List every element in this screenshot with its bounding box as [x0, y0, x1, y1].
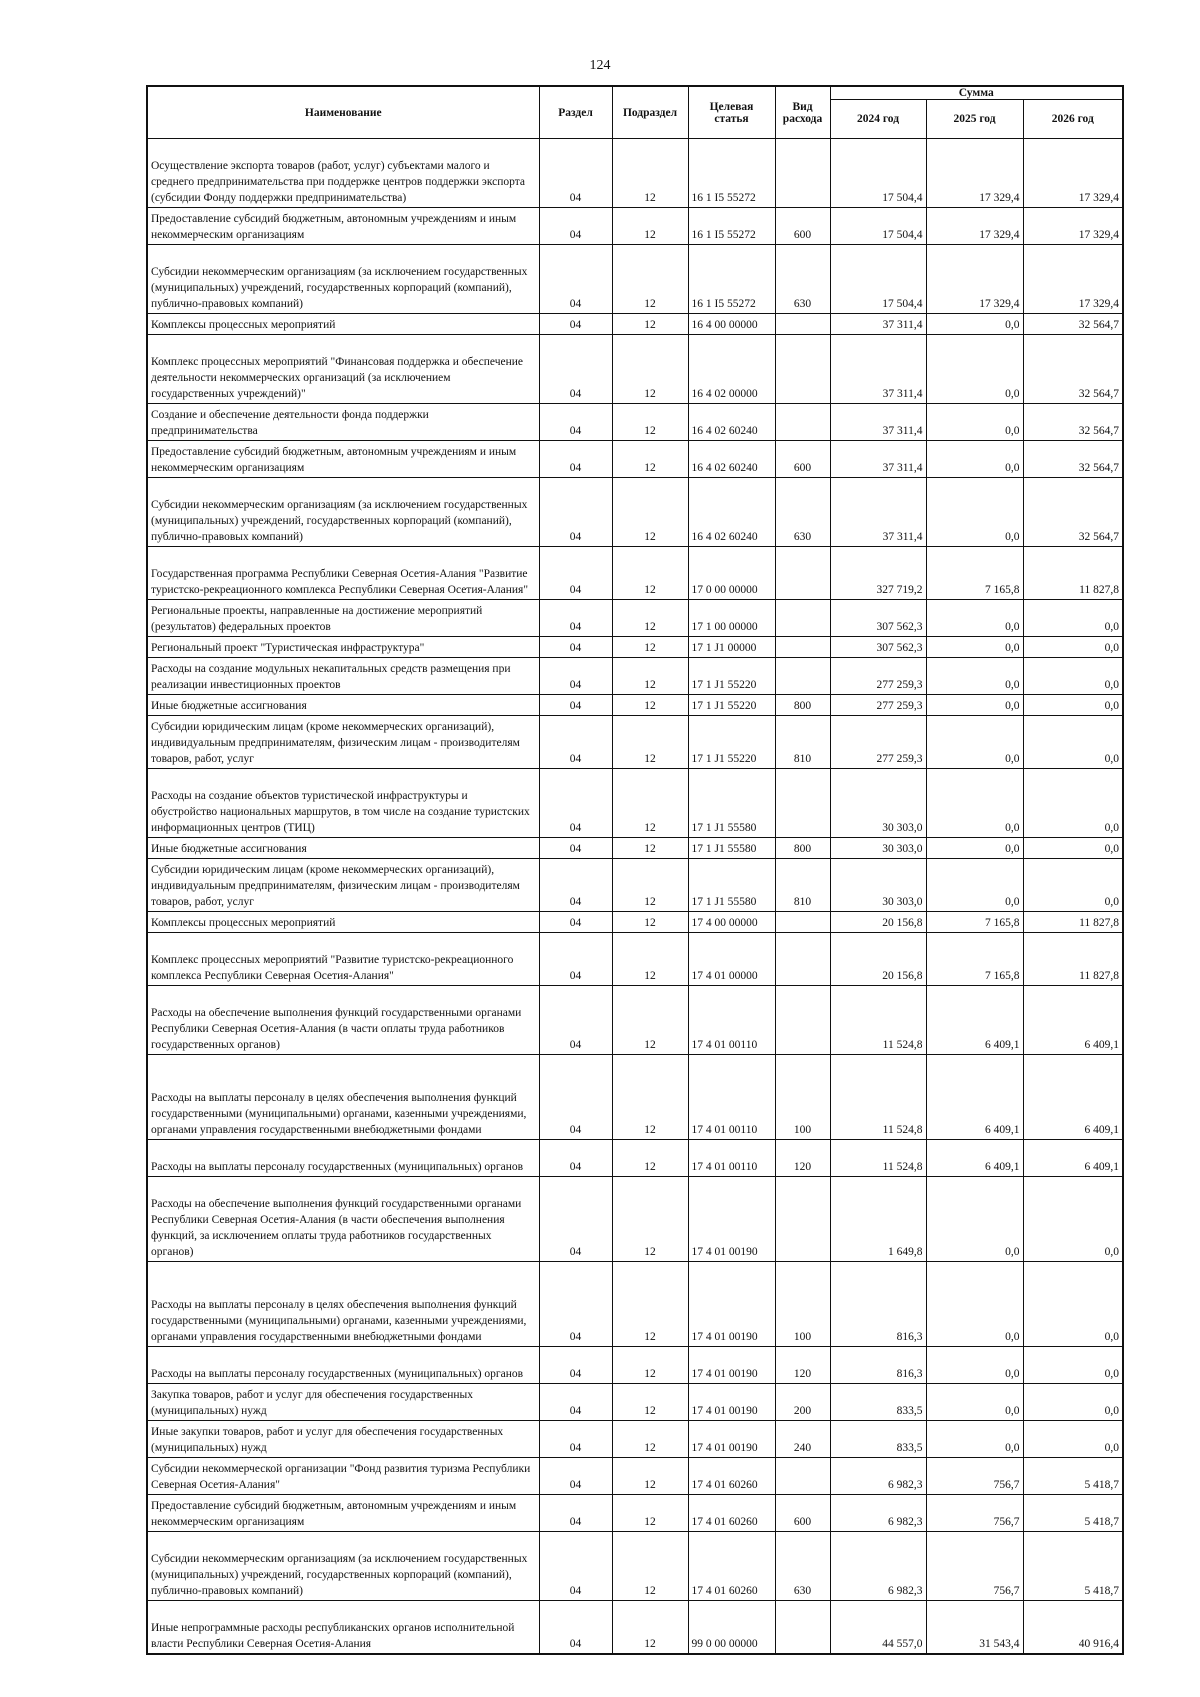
cell-celevaya-statya: 17 4 01 00190: [688, 1421, 775, 1458]
cell-podrazdel: 12: [612, 404, 688, 441]
cell-amount-2026: 6 409,1: [1023, 1055, 1123, 1140]
cell-vid-raskhoda: 800: [775, 695, 830, 716]
cell-celevaya-statya: 16 4 02 60240: [688, 441, 775, 478]
cell-celevaya-statya: 16 1 I5 55272: [688, 208, 775, 245]
cell-razdel: 04: [539, 986, 612, 1055]
cell-vid-raskhoda: [775, 314, 830, 335]
cell-amount-2025: 0,0: [926, 716, 1023, 769]
cell-amount-2025: 6 409,1: [926, 1055, 1023, 1140]
cell-vid-raskhoda: 630: [775, 478, 830, 547]
cell-celevaya-statya: 17 1 00 00000: [688, 600, 775, 637]
cell-celevaya-statya: 17 0 00 00000: [688, 547, 775, 600]
cell-razdel: 04: [539, 139, 612, 208]
cell-amount-2025: 0,0: [926, 314, 1023, 335]
header-name: Наименование: [147, 86, 539, 139]
cell-amount-2026: 32 564,7: [1023, 441, 1123, 478]
cell-amount-2024: 20 156,8: [830, 933, 926, 986]
table-row: [147, 1601, 1123, 1655]
cell-vid-raskhoda: 120: [775, 1347, 830, 1384]
cell-amount-2024: 17 504,4: [830, 245, 926, 314]
table-row: [147, 1055, 1123, 1140]
cell-podrazdel: 12: [612, 912, 688, 933]
table-row: [147, 1495, 1123, 1532]
cell-razdel: 04: [539, 208, 612, 245]
cell-amount-2026: 0,0: [1023, 1177, 1123, 1262]
cell-vid-raskhoda: [775, 404, 830, 441]
cell-podrazdel: 12: [612, 695, 688, 716]
table-row: [147, 547, 1123, 600]
cell-razdel: 04: [539, 1055, 612, 1140]
cell-amount-2024: 17 504,4: [830, 208, 926, 245]
cell-amount-2026: 17 329,4: [1023, 208, 1123, 245]
cell-name: Предоставление субсидий бюджетным, автономным учреждениям и иным некоммерческим организациям: [147, 1495, 539, 1532]
cell-name: Расходы на выплаты персоналу в целях обеспечения выполнения функций государственными (муниципальными) органами, казенными учреждениями, органами управления государственными внебюджетными фондами: [147, 1055, 539, 1140]
cell-amount-2024: 37 311,4: [830, 335, 926, 404]
cell-vid-raskhoda: [775, 600, 830, 637]
cell-amount-2024: 327 719,2: [830, 547, 926, 600]
cell-razdel: 04: [539, 1495, 612, 1532]
cell-celevaya-statya: 16 4 02 00000: [688, 335, 775, 404]
cell-amount-2024: 30 303,0: [830, 838, 926, 859]
cell-vid-raskhoda: [775, 986, 830, 1055]
cell-amount-2026: 11 827,8: [1023, 912, 1123, 933]
cell-amount-2026: 32 564,7: [1023, 404, 1123, 441]
cell-podrazdel: 12: [612, 658, 688, 695]
cell-amount-2026: 5 418,7: [1023, 1495, 1123, 1532]
cell-name: Осуществление экспорта товаров (работ, услуг) субъектами малого и среднего предпринимательства при поддержке центров поддержки экспорта (субсидии Фонду поддержки предпринимательства): [147, 139, 539, 208]
cell-amount-2025: 0,0: [926, 637, 1023, 658]
table-row: [147, 600, 1123, 637]
cell-name: Комплекс процессных мероприятий "Развитие туристско-рекреационного комплекса Республики Северная Осетия-Алания": [147, 933, 539, 986]
header-year-2025: 2025 год: [926, 100, 1023, 139]
cell-razdel: 04: [539, 335, 612, 404]
table-row: [147, 1532, 1123, 1601]
cell-name: Иные закупки товаров, работ и услуг для обеспечения государственных (муниципальных) нужд: [147, 1421, 539, 1458]
cell-name: Расходы на создание модульных некапитальных средств размещения при реализации инвестиционных проектов: [147, 658, 539, 695]
cell-name: Расходы на обеспечение выполнения функций государственными органами Республики Северная Осетия-Алания (в части обеспечения выполнения функций, за исключением оплаты труда работников государственных органов): [147, 1177, 539, 1262]
table-row: [147, 1177, 1123, 1262]
table-row: [147, 1347, 1123, 1384]
cell-podrazdel: 12: [612, 716, 688, 769]
cell-name: Закупка товаров, работ и услуг для обеспечения государственных (муниципальных) нужд: [147, 1384, 539, 1421]
cell-vid-raskhoda: [775, 1458, 830, 1495]
cell-amount-2026: 0,0: [1023, 658, 1123, 695]
cell-podrazdel: 12: [612, 245, 688, 314]
cell-razdel: 04: [539, 1347, 612, 1384]
cell-name: Расходы на создание объектов туристической инфраструктуры и обустройство национальных маршрутов, в том числе на создание туристских информационных центров (ТИЦ): [147, 769, 539, 838]
cell-razdel: 04: [539, 769, 612, 838]
cell-amount-2024: 11 524,8: [830, 986, 926, 1055]
cell-celevaya-statya: 17 1 J1 55220: [688, 716, 775, 769]
cell-amount-2024: 37 311,4: [830, 314, 926, 335]
cell-razdel: 04: [539, 912, 612, 933]
cell-vid-raskhoda: [775, 933, 830, 986]
cell-amount-2026: 32 564,7: [1023, 314, 1123, 335]
cell-amount-2024: 833,5: [830, 1384, 926, 1421]
table-row: [147, 208, 1123, 245]
cell-razdel: 04: [539, 1384, 612, 1421]
table-row: [147, 859, 1123, 912]
cell-celevaya-statya: 17 1 J1 55580: [688, 769, 775, 838]
cell-name: Предоставление субсидий бюджетным, автономным учреждениям и иным некоммерческим организациям: [147, 441, 539, 478]
header-vid-raskhoda: Вид расхода: [775, 86, 830, 139]
cell-name: Государственная программа Республики Северная Осетия-Алания "Развитие туристско-рекреационного комплекса Республики Северная Осетия-Алания": [147, 547, 539, 600]
table-row: [147, 769, 1123, 838]
header-podrazdel: Подраздел: [612, 86, 688, 139]
cell-vid-raskhoda: [775, 1601, 830, 1655]
cell-vid-raskhoda: 120: [775, 1140, 830, 1177]
cell-celevaya-statya: 17 4 01 00000: [688, 933, 775, 986]
cell-vid-raskhoda: 600: [775, 1495, 830, 1532]
cell-podrazdel: 12: [612, 441, 688, 478]
cell-amount-2024: 30 303,0: [830, 769, 926, 838]
table-row: [147, 838, 1123, 859]
cell-amount-2025: 0,0: [926, 769, 1023, 838]
cell-celevaya-statya: 17 4 01 00110: [688, 986, 775, 1055]
cell-amount-2025: 0,0: [926, 1177, 1023, 1262]
table-row: [147, 986, 1123, 1055]
cell-name: Комплексы процессных мероприятий: [147, 314, 539, 335]
cell-podrazdel: 12: [612, 1177, 688, 1262]
cell-amount-2025: 7 165,8: [926, 912, 1023, 933]
cell-amount-2025: 0,0: [926, 1262, 1023, 1347]
cell-amount-2025: 0,0: [926, 441, 1023, 478]
cell-amount-2026: 0,0: [1023, 838, 1123, 859]
table-row: [147, 912, 1123, 933]
cell-name: Субсидии юридическим лицам (кроме некоммерческих организаций), индивидуальным предпринимателям, физическим лицам - производителям товаров, работ, услуг: [147, 859, 539, 912]
cell-amount-2025: 17 329,4: [926, 245, 1023, 314]
cell-amount-2026: 0,0: [1023, 1347, 1123, 1384]
cell-amount-2026: 6 409,1: [1023, 1140, 1123, 1177]
cell-name: Расходы на выплаты персоналу государственных (муниципальных) органов: [147, 1347, 539, 1384]
cell-amount-2025: 756,7: [926, 1458, 1023, 1495]
cell-amount-2024: 6 982,3: [830, 1532, 926, 1601]
cell-celevaya-statya: 16 4 02 60240: [688, 478, 775, 547]
table-row: [147, 478, 1123, 547]
cell-vid-raskhoda: [775, 1177, 830, 1262]
cell-name: Региональный проект "Туристическая инфраструктура": [147, 637, 539, 658]
cell-vid-raskhoda: 100: [775, 1055, 830, 1140]
cell-celevaya-statya: 17 1 J1 55580: [688, 838, 775, 859]
cell-podrazdel: 12: [612, 600, 688, 637]
cell-celevaya-statya: 17 1 J1 55220: [688, 658, 775, 695]
cell-amount-2026: 17 329,4: [1023, 139, 1123, 208]
cell-amount-2025: 7 165,8: [926, 547, 1023, 600]
cell-name: Субсидии некоммерческим организациям (за исключением государственных (муниципальных) учреждений, государственных корпораций (компаний), публично-правовых компаний): [147, 478, 539, 547]
cell-vid-raskhoda: [775, 139, 830, 208]
table-row: [147, 245, 1123, 314]
cell-podrazdel: 12: [612, 637, 688, 658]
cell-celevaya-statya: 99 0 00 00000: [688, 1601, 775, 1655]
cell-amount-2025: 31 543,4: [926, 1601, 1023, 1655]
cell-amount-2026: 5 418,7: [1023, 1458, 1123, 1495]
cell-podrazdel: 12: [612, 859, 688, 912]
table-row: [147, 716, 1123, 769]
cell-razdel: 04: [539, 838, 612, 859]
cell-razdel: 04: [539, 933, 612, 986]
cell-name: Иные непрограммные расходы республиканских органов исполнительной власти Республики Северная Осетия-Алания: [147, 1601, 539, 1655]
cell-amount-2024: 1 649,8: [830, 1177, 926, 1262]
cell-amount-2026: 6 409,1: [1023, 986, 1123, 1055]
cell-vid-raskhoda: 810: [775, 859, 830, 912]
cell-vid-raskhoda: 630: [775, 1532, 830, 1601]
cell-amount-2026: 0,0: [1023, 716, 1123, 769]
cell-razdel: 04: [539, 1140, 612, 1177]
table-row: [147, 658, 1123, 695]
cell-podrazdel: 12: [612, 769, 688, 838]
cell-amount-2025: 756,7: [926, 1532, 1023, 1601]
cell-amount-2024: 833,5: [830, 1421, 926, 1458]
cell-amount-2024: 37 311,4: [830, 441, 926, 478]
cell-vid-raskhoda: [775, 769, 830, 838]
cell-razdel: 04: [539, 859, 612, 912]
cell-amount-2024: 44 557,0: [830, 1601, 926, 1655]
cell-amount-2025: 0,0: [926, 600, 1023, 637]
cell-amount-2025: 0,0: [926, 658, 1023, 695]
cell-podrazdel: 12: [612, 1601, 688, 1655]
cell-celevaya-statya: 17 4 00 00000: [688, 912, 775, 933]
cell-amount-2026: 32 564,7: [1023, 335, 1123, 404]
cell-amount-2025: 0,0: [926, 859, 1023, 912]
cell-amount-2024: 6 982,3: [830, 1458, 926, 1495]
cell-razdel: 04: [539, 1262, 612, 1347]
cell-name: Иные бюджетные ассигнования: [147, 695, 539, 716]
table-row: [147, 441, 1123, 478]
cell-vid-raskhoda: [775, 547, 830, 600]
table-row: [147, 1262, 1123, 1347]
header-celevaya-statya: Целевая статья: [688, 86, 775, 139]
cell-razdel: 04: [539, 245, 612, 314]
cell-name: Субсидии некоммерческим организациям (за исключением государственных (муниципальных) учреждений, государственных корпораций (компаний), публично-правовых компаний): [147, 245, 539, 314]
cell-razdel: 04: [539, 441, 612, 478]
table-row: [147, 404, 1123, 441]
cell-amount-2026: 11 827,8: [1023, 933, 1123, 986]
cell-amount-2025: 0,0: [926, 404, 1023, 441]
cell-amount-2026: 0,0: [1023, 1421, 1123, 1458]
cell-celevaya-statya: 17 4 01 60260: [688, 1458, 775, 1495]
cell-amount-2026: 0,0: [1023, 600, 1123, 637]
cell-amount-2025: 0,0: [926, 335, 1023, 404]
cell-amount-2024: 11 524,8: [830, 1140, 926, 1177]
cell-name: Создание и обеспечение деятельности фонда поддержки предпринимательства: [147, 404, 539, 441]
cell-celevaya-statya: 16 4 00 00000: [688, 314, 775, 335]
cell-name: Расходы на выплаты персоналу государственных (муниципальных) органов: [147, 1140, 539, 1177]
budget-table: [146, 85, 1124, 1655]
cell-amount-2025: 0,0: [926, 695, 1023, 716]
cell-celevaya-statya: 17 4 01 00190: [688, 1347, 775, 1384]
cell-vid-raskhoda: 600: [775, 441, 830, 478]
table-row: [147, 1140, 1123, 1177]
cell-amount-2024: 277 259,3: [830, 658, 926, 695]
cell-razdel: 04: [539, 1532, 612, 1601]
budget-table-body: [147, 139, 1123, 1655]
cell-podrazdel: 12: [612, 1384, 688, 1421]
cell-amount-2026: 0,0: [1023, 859, 1123, 912]
cell-name: Расходы на выплаты персоналу в целях обеспечения выполнения функций государственными (муниципальными) органами, казенными учреждениями, органами управления государственными внебюджетными фондами: [147, 1262, 539, 1347]
cell-amount-2024: 816,3: [830, 1262, 926, 1347]
cell-podrazdel: 12: [612, 478, 688, 547]
cell-amount-2026: 0,0: [1023, 1384, 1123, 1421]
cell-razdel: 04: [539, 1458, 612, 1495]
cell-vid-raskhoda: [775, 335, 830, 404]
cell-razdel: 04: [539, 637, 612, 658]
cell-amount-2024: 277 259,3: [830, 716, 926, 769]
cell-podrazdel: 12: [612, 1495, 688, 1532]
cell-celevaya-statya: 17 4 01 60260: [688, 1532, 775, 1601]
cell-razdel: 04: [539, 716, 612, 769]
cell-podrazdel: 12: [612, 933, 688, 986]
cell-podrazdel: 12: [612, 1055, 688, 1140]
cell-celevaya-statya: 17 1 J1 55220: [688, 695, 775, 716]
cell-vid-raskhoda: 200: [775, 1384, 830, 1421]
cell-celevaya-statya: 17 4 01 00190: [688, 1262, 775, 1347]
cell-amount-2024: 307 562,3: [830, 637, 926, 658]
cell-amount-2025: 0,0: [926, 478, 1023, 547]
cell-podrazdel: 12: [612, 1347, 688, 1384]
cell-amount-2025: 17 329,4: [926, 208, 1023, 245]
cell-amount-2024: 37 311,4: [830, 404, 926, 441]
cell-amount-2025: 6 409,1: [926, 986, 1023, 1055]
cell-podrazdel: 12: [612, 335, 688, 404]
cell-razdel: 04: [539, 695, 612, 716]
cell-name: Субсидии некоммерческой организации "Фонд развития туризма Республики Северная Осетия-Алания": [147, 1458, 539, 1495]
cell-celevaya-statya: 17 4 01 00190: [688, 1177, 775, 1262]
cell-amount-2026: 0,0: [1023, 637, 1123, 658]
cell-amount-2025: 0,0: [926, 838, 1023, 859]
cell-name: Иные бюджетные ассигнования: [147, 838, 539, 859]
cell-podrazdel: 12: [612, 1262, 688, 1347]
cell-name: Комплексы процессных мероприятий: [147, 912, 539, 933]
cell-vid-raskhoda: [775, 637, 830, 658]
cell-amount-2025: 0,0: [926, 1384, 1023, 1421]
cell-vid-raskhoda: 600: [775, 208, 830, 245]
cell-celevaya-statya: 17 4 01 00110: [688, 1055, 775, 1140]
cell-amount-2026: 11 827,8: [1023, 547, 1123, 600]
cell-amount-2024: 20 156,8: [830, 912, 926, 933]
cell-celevaya-statya: 17 4 01 00110: [688, 1140, 775, 1177]
cell-amount-2025: 6 409,1: [926, 1140, 1023, 1177]
cell-celevaya-statya: 16 1 I5 55272: [688, 245, 775, 314]
cell-amount-2025: 7 165,8: [926, 933, 1023, 986]
cell-name: Региональные проекты, направленные на достижение мероприятий (результатов) федеральных проектов: [147, 600, 539, 637]
cell-amount-2024: 37 311,4: [830, 478, 926, 547]
cell-amount-2024: 11 524,8: [830, 1055, 926, 1140]
cell-name: Расходы на обеспечение выполнения функций государственными органами Республики Северная Осетия-Алания (в части оплаты труда работников государственных органов): [147, 986, 539, 1055]
cell-podrazdel: 12: [612, 838, 688, 859]
cell-name: Субсидии некоммерческим организациям (за исключением государственных (муниципальных) учреждений, государственных корпораций (компаний), публично-правовых компаний): [147, 1532, 539, 1601]
cell-razdel: 04: [539, 478, 612, 547]
cell-name: Комплекс процессных мероприятий "Финансовая поддержка и обеспечение деятельности некоммерческих организаций (за исключением государственных учреждений)": [147, 335, 539, 404]
table-row: [147, 1384, 1123, 1421]
cell-amount-2024: 307 562,3: [830, 600, 926, 637]
cell-amount-2026: 17 329,4: [1023, 245, 1123, 314]
table-row: [147, 637, 1123, 658]
cell-podrazdel: 12: [612, 1421, 688, 1458]
cell-vid-raskhoda: 240: [775, 1421, 830, 1458]
header-year-2026: 2026 год: [1023, 100, 1123, 139]
cell-podrazdel: 12: [612, 314, 688, 335]
table-row: [147, 314, 1123, 335]
cell-amount-2026: 5 418,7: [1023, 1532, 1123, 1601]
table-row: [147, 933, 1123, 986]
cell-razdel: 04: [539, 1601, 612, 1655]
cell-vid-raskhoda: [775, 658, 830, 695]
cell-razdel: 04: [539, 1177, 612, 1262]
cell-celevaya-statya: 17 1 J1 55580: [688, 859, 775, 912]
table-row: [147, 1421, 1123, 1458]
cell-vid-raskhoda: [775, 912, 830, 933]
table-row: [147, 1458, 1123, 1495]
cell-vid-raskhoda: 810: [775, 716, 830, 769]
cell-amount-2024: 17 504,4: [830, 139, 926, 208]
cell-celevaya-statya: 17 4 01 60260: [688, 1495, 775, 1532]
cell-razdel: 04: [539, 658, 612, 695]
cell-razdel: 04: [539, 1421, 612, 1458]
cell-amount-2026: 0,0: [1023, 695, 1123, 716]
cell-podrazdel: 12: [612, 986, 688, 1055]
cell-podrazdel: 12: [612, 139, 688, 208]
page-number: 124: [589, 58, 611, 73]
cell-amount-2026: 40 916,4: [1023, 1601, 1123, 1655]
cell-razdel: 04: [539, 600, 612, 637]
table-row: [147, 695, 1123, 716]
cell-vid-raskhoda: 630: [775, 245, 830, 314]
cell-amount-2024: 30 303,0: [830, 859, 926, 912]
cell-razdel: 04: [539, 314, 612, 335]
cell-amount-2024: 6 982,3: [830, 1495, 926, 1532]
cell-amount-2025: 0,0: [926, 1347, 1023, 1384]
cell-vid-raskhoda: 100: [775, 1262, 830, 1347]
cell-amount-2026: 0,0: [1023, 1262, 1123, 1347]
cell-vid-raskhoda: 800: [775, 838, 830, 859]
cell-amount-2025: 17 329,4: [926, 139, 1023, 208]
header-summa: Сумма: [830, 86, 1123, 100]
cell-podrazdel: 12: [612, 1532, 688, 1601]
cell-name: Субсидии юридическим лицам (кроме некоммерческих организаций), индивидуальным предпринимателям, физическим лицам - производителям товаров, работ, услуг: [147, 716, 539, 769]
cell-amount-2026: 0,0: [1023, 769, 1123, 838]
cell-razdel: 04: [539, 404, 612, 441]
cell-razdel: 04: [539, 547, 612, 600]
cell-podrazdel: 12: [612, 208, 688, 245]
cell-amount-2024: 277 259,3: [830, 695, 926, 716]
cell-name: Предоставление субсидий бюджетным, автономным учреждениям и иным некоммерческим организациям: [147, 208, 539, 245]
cell-amount-2025: 756,7: [926, 1495, 1023, 1532]
cell-podrazdel: 12: [612, 1458, 688, 1495]
cell-podrazdel: 12: [612, 1140, 688, 1177]
cell-podrazdel: 12: [612, 547, 688, 600]
header-razdel: Раздел: [539, 86, 612, 139]
header-year-2024: 2024 год: [830, 100, 926, 139]
table-row: [147, 335, 1123, 404]
cell-celevaya-statya: 17 4 01 00190: [688, 1384, 775, 1421]
cell-celevaya-statya: 16 4 02 60240: [688, 404, 775, 441]
cell-amount-2025: 0,0: [926, 1421, 1023, 1458]
cell-amount-2026: 32 564,7: [1023, 478, 1123, 547]
cell-amount-2024: 816,3: [830, 1347, 926, 1384]
cell-celevaya-statya: 17 1 J1 00000: [688, 637, 775, 658]
cell-celevaya-statya: 16 1 I5 55272: [688, 139, 775, 208]
table-row: [147, 139, 1123, 208]
